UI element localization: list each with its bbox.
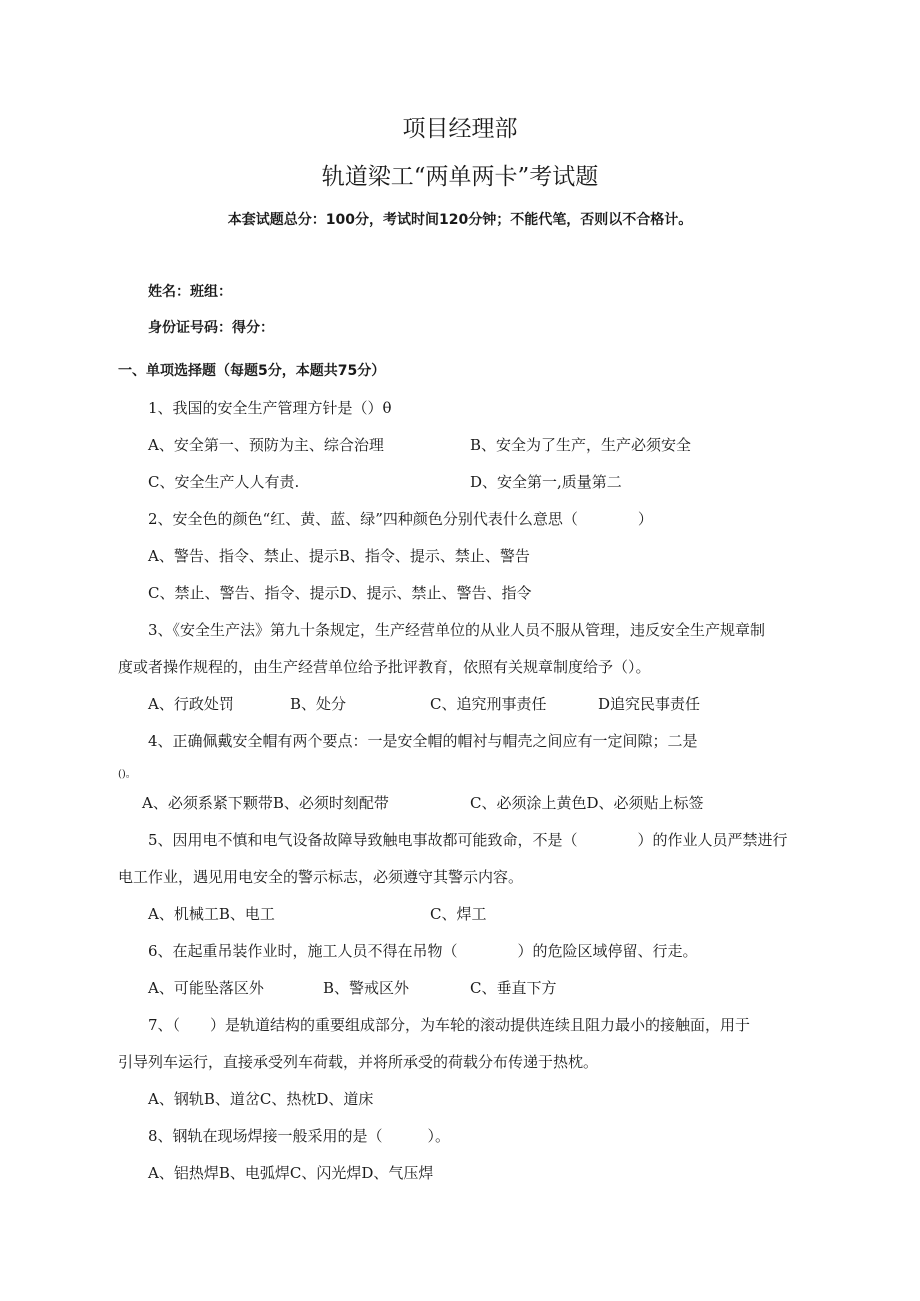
question-1-option-a: A、安全第一、预防为主、综合治理 (148, 436, 384, 454)
question-4-stem-line1: 4、正确佩戴安全帽有两个要点：一是安全帽的帽衬与帽壳之间应有一定间隙；二是 (148, 732, 698, 750)
question-8-options: A、铝热焊B、电弧焊C、闪光焊D、气压焊 (148, 1164, 434, 1182)
department-title: 项目经理部 (402, 116, 518, 142)
question-3-option-d: D追究民事责任 (598, 695, 701, 713)
question-8-stem: 8、钢轨在现场焊接一般采用的是（ ）。 (148, 1127, 451, 1145)
question-3-stem-line2: 度或者操作规程的，由生产经营单位给予批评教育，依照有关规章制度给予（）。 (118, 658, 651, 676)
question-6-option-b: B、警戒区外 (323, 979, 410, 997)
question-4-options-ab: A、必须系紧下颗带B、必须时刻配带 (142, 794, 389, 812)
section-title: 一、单项选择题（每题5分，本题共75分） (118, 363, 386, 379)
question-7-stem-line1: 7、（ ）是轨道结构的重要组成部分，为车轮的滚动提供连续且阻力最小的接触面，用于 (148, 1016, 751, 1034)
question-3-stem-line1: 3、《安全生产法》第九十条规定，生产经营单位的从业人员不服从管理，违反安全生产规章制 (148, 621, 766, 639)
question-1-option-c: C、安全生产人人有责. (148, 473, 300, 491)
question-3-option-a: A、行政处罚 (148, 695, 234, 713)
question-4-stem-line2: ()。 (118, 769, 136, 780)
question-6-stem: 6、在起重吊装作业时，施工人员不得在吊物（ ）的危险区域停留、行走。 (148, 942, 698, 960)
question-4-options-cd: C、必须涂上黄色D、必须贴上标签 (470, 794, 704, 812)
question-7-options: A、钢轨B、道岔C、热枕D、道床 (148, 1090, 374, 1108)
question-5-option-c: C、焊工 (430, 905, 487, 923)
question-1-option-b: B、安全为了生产，生产必须安全 (470, 436, 692, 454)
id-score-field: 身份证号码：得分： (148, 320, 274, 336)
exam-title: 轨道梁工“两单两卡”考试题 (321, 164, 599, 190)
question-2-options-cd: C、禁止、警告、指令、提示D、提示、禁止、警告、指令 (148, 584, 532, 602)
question-6-option-a: A、可能坠落区外 (148, 979, 264, 997)
question-6-option-c: C、垂直下方 (470, 979, 557, 997)
question-1-option-d: D、安全第一,质量第二 (470, 473, 622, 491)
question-5-options-ab: A、机械工B、电工 (148, 905, 275, 923)
question-5-stem-line1: 5、因用电不慎和电气设备故障导致触电事故都可能致命，不是（ ）的作业人员严禁进行 (148, 831, 788, 849)
question-3-option-c: C、追究刑事责任 (430, 695, 547, 713)
question-3-option-b: B、处分 (290, 695, 347, 713)
question-7-stem-line2: 引导列车运行，直接承受列车荷载，并将所承受的荷载分布传递于热枕。 (118, 1053, 599, 1071)
question-5-stem-line2: 电工作业，遇见用电安全的警示标志，必须遵守其警示内容。 (118, 868, 524, 886)
name-group-field: 姓名：班组： (148, 284, 232, 300)
question-2-stem: 2、安全色的颜色“红、黄、蓝、绿”四种颜色分别代表什么意思（ ） (148, 510, 653, 528)
question-1-stem: 1、我国的安全生产管理方针是（）θ (148, 399, 392, 417)
question-2-options-ab: A、警告、指令、禁止、提示B、指令、提示、禁止、警告 (148, 547, 530, 565)
exam-notice: 本套试题总分：100分，考试时间120分钟；不能代笔，否则以不合格计。 (227, 212, 693, 228)
